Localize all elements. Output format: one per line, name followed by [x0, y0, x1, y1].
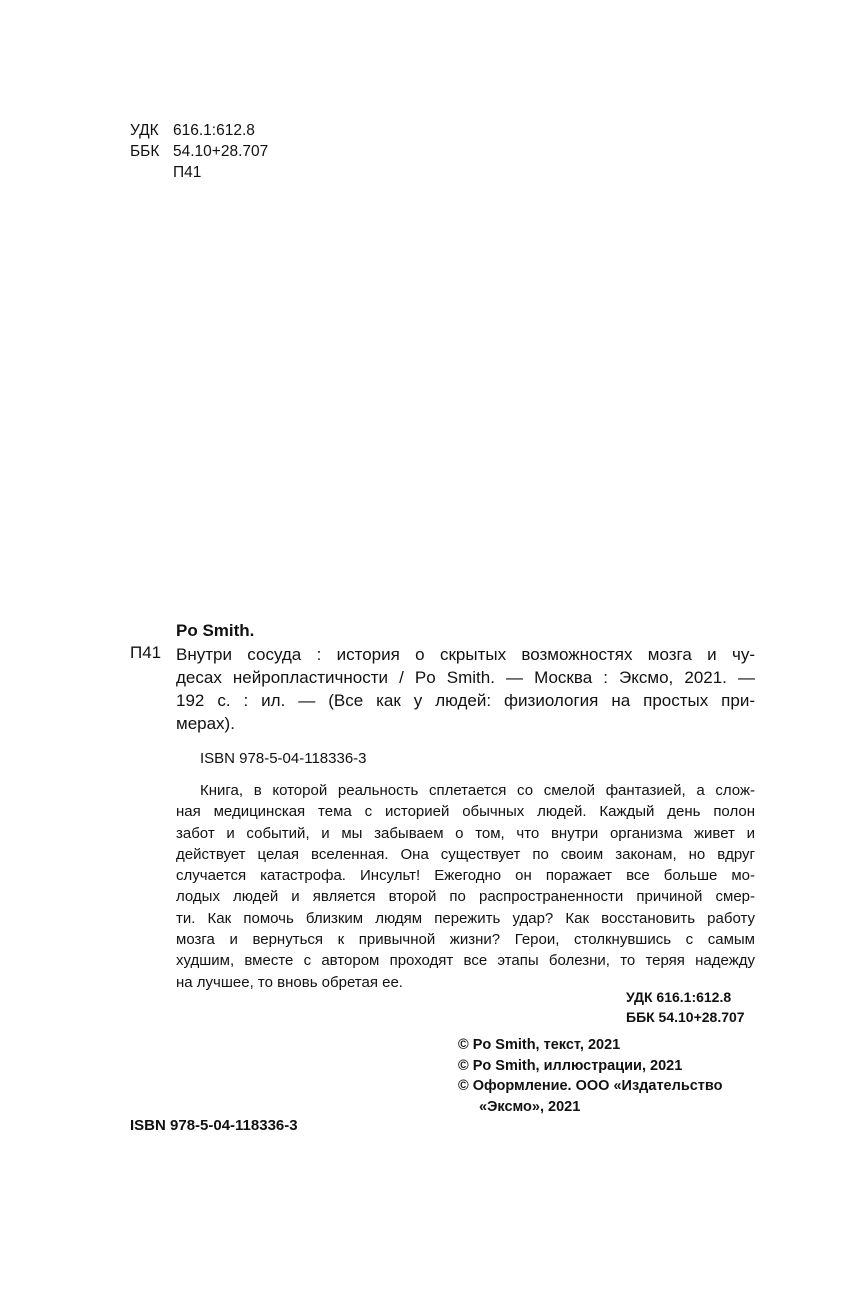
- annotation-line: ти. Как помочь близким людям пережить удар? Как восстановить работу: [176, 909, 755, 927]
- classification-codes: [130, 120, 268, 183]
- bbk-value: 54.10+28.707: [173, 143, 269, 160]
- copyright-block: [458, 1035, 722, 1117]
- udk-row: [130, 120, 268, 141]
- annotation-text: [176, 780, 755, 993]
- copyright-line-continuation: «Эксмо», 2021: [479, 1098, 581, 1115]
- annotation-line: действует целая вселенная. Она существует по своим законам, но вдруг: [176, 845, 755, 863]
- annotation-line: худшим, вместе с автором проходят все этапы болезни, то теряя надежду: [176, 952, 755, 970]
- udk-label: УДК: [130, 122, 159, 139]
- author-name: Po Smith.: [176, 621, 255, 640]
- annotation-line: мозга и вернуться к привычной жизни? Герои, столкнувшись с самым: [176, 931, 755, 949]
- isbn-bottom: ISBN 978-5-04-118336-3: [130, 1117, 298, 1134]
- biblio-line: десах нейропластичности / Po Smith. — Москва : Эксмо, 2021. —: [176, 668, 755, 687]
- annotation-line: ная медицинская тема с историей обычных людей. Каждый день полон: [176, 803, 755, 821]
- biblio-line: 192 с. : ил. — (Все как у людей: физиология на простых при-: [176, 691, 755, 710]
- bbk-label: ББК: [130, 143, 160, 160]
- annotation-line: лодых людей и является второй по распространенности причиной смер-: [176, 888, 755, 906]
- udk-code-bottom: УДК 616.1:612.8: [626, 989, 732, 1005]
- copyright-line: © Po Smith, текст, 2021: [458, 1037, 621, 1053]
- annotation-line: забот и событий, и мы забываем о том, что внутри организма живет и: [176, 824, 755, 842]
- cutter-code: П41: [173, 164, 202, 181]
- udk-value: 616.1:612.8: [173, 122, 255, 139]
- isbn-record: ISBN 978-5-04-118336-3: [200, 750, 367, 767]
- classification-codes-bottom: [626, 987, 745, 1027]
- biblio-line: Внутри сосуда : история о скрытых возможностях мозга и чу-: [176, 645, 755, 664]
- copyright-line: © Оформление. ООО «Издательство: [458, 1078, 723, 1094]
- biblio-line: мерах).: [176, 714, 235, 733]
- copyright-line: © Po Smith, иллюстрации, 2021: [458, 1057, 683, 1074]
- annotation-line: случается катастрофа. Инсульт! Ежегодно он поражает все больше мо-: [176, 867, 755, 885]
- bbk-row: [130, 141, 268, 162]
- annotation-line: Книга, в которой реальность сплетается со смелой фантазией, а слож-: [200, 782, 755, 799]
- bibliographic-description: [176, 643, 755, 735]
- bbk-code-bottom: ББК 54.10+28.707: [626, 1009, 745, 1025]
- annotation-line: на лучшее, то вновь обретая ее.: [176, 973, 403, 991]
- cutter-mark: П41: [130, 643, 162, 662]
